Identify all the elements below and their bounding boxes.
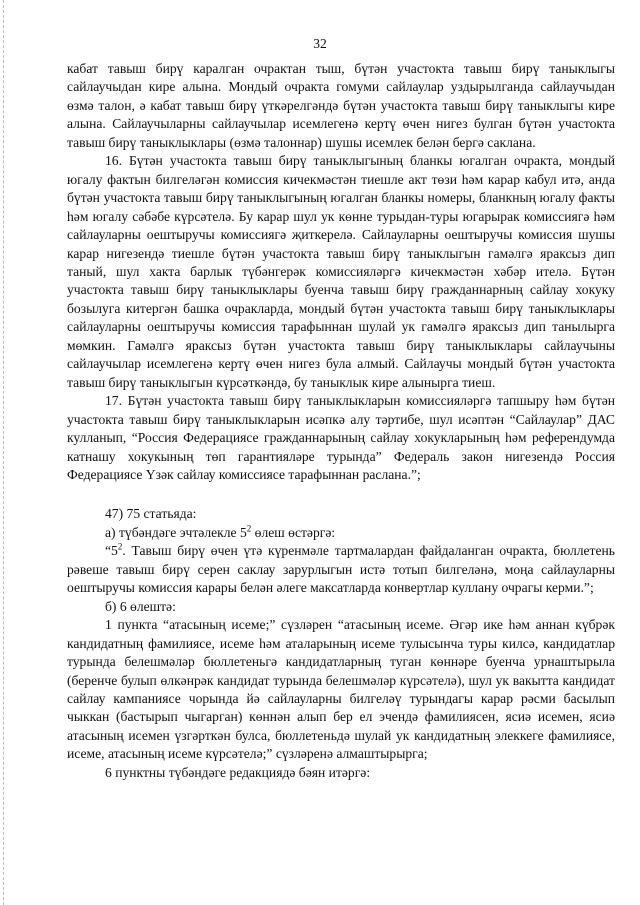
quoted-part-5-2 <box>67 542 615 597</box>
article-heading: 47) 75 статьяда: <box>105 506 197 522</box>
quote-prefix: “5 <box>105 543 118 559</box>
item-a-suffix: өлеш өстәргә: <box>251 524 336 540</box>
paragraph-16: 16. Бүтән участокта тавыш бирү таныклыгының бланкы югалган очракта, мондый югалу фактын билгеләгән комиссия кичекмәстән тиешле акт төзи һәм карар кабул итә, анда бүтән участокта тавыш бирү таныклыгының югалган бланкы номеры, бланкның югалу факты һәм югалу сәбәбе күрсәтелә. Бу карар шул ук көнне турыдан-туры югарырак комиссиягә һәм сайлауларны оештыручы комиссиягә җиткерелә. Сайлауларны оештыручы комиссия шушы карар нигезендә тиешле бүтән участокта тавыш бирү таныклыгын гамәлгә яраксыз дип таный, шул хакта барлык түбәнгерәк комиссияләргә кичекмәстән хәбәр ителә. Бүтән участокта тавыш бирү таныклыклары буенча тавыш бирү гражданнарның сайлау хокуку бозылуга китергән башка очракларда, мондый бүтән участокта тавыш бирү таныклыклары сайлауларны оештыручы комиссия тарафыннан шулай ук гамәлгә яраксыз дип танылырга мөмкин. Гамәлгә яраксыз бүтән участокта тавыш бирү таныклыклары сайлаучыны сайлаучылар исемлегенә кертү өчен нигез була алмый. Сайлаучы мондый бүтән участокта тавыш бирү таныклыгын күрсәткәндә, бу таныклык кире алынырга тиеш. <box>67 153 615 390</box>
item-a-superscript: 2 <box>246 523 252 534</box>
page-number: 32 <box>313 36 327 51</box>
document-body <box>67 60 615 782</box>
item-a-prefix: а) түбәндәге эчтәлекле 5 <box>105 524 247 540</box>
paragraph-point-1: 1 пункта “атасының исеме;” сүзләрен “атасының исеме. Әгәр ике һәм аннан күбрәк кандидатның фамилиясе, исеме һәм аталарының исеме тулысынча туры килсә, кандидатлар турында белешмәләр бюллетеньгә кандидатларның туган көннәре буенча урнаштырыла (беренче булып өлкәнрәк кандидат турында белешмәләр күрсәтелә), шул ук вакытта кандидат сайлау кампаниясе чорында йә сайлауларны билгеләү турындагы карар рәсми басылып чыккан (бастырып чыгарган) көннән алып бер ел эчендә фамилиясен, ясиә исемен, ясиә атасының исемен үзгәрткән булса, бюллетеньдә шулай ук кандидатның элеккеге фамилиясе, исеме, атасының исеме күрсәтелә;” сүзләренә алмаштырырга; <box>67 617 615 762</box>
quote-text: . Тавыш бирү өчен үтә күренмәле тартмалардан файдаланган очракта, бюллетень рәвеше тавыш бирү серен саклау зарурлыгын истә тотып билгеләнә, моңа сайлауларны оештыручы комиссия карары белән әлеге максатларда конвертлар куллану очрагы керми.”; <box>67 543 615 596</box>
paragraph-continuation: кабат тавыш бирү каралган очрактан тыш, бүтән участокта тавыш бирү таныклыгы сайлаучыдан кире алына. Мондый очракта гомуми сайлаулар уздырылганда сайлаучыдан өзмә талон, ә кабат тавыш бирү үткәрелгәндә бүтән участокта тавыш бирү таныклыгы кире алына. Сайлаучыларны сайлаучылар исемлегенә кертү өчен нигез булган бүтән участокта тавыш бирү таныклыклары (өзмә талоннар) шушы исемлек белән бергә саклана. <box>67 61 615 150</box>
page-edge-line <box>3 0 5 905</box>
item-b: б) 6 өлештә: <box>105 598 176 614</box>
quote-superscript: 2 <box>117 541 123 552</box>
paragraph-point-6: 6 пунктны түбәндәге редакциядә бәян итәргә: <box>105 764 371 780</box>
item-a <box>67 524 615 542</box>
section-gap <box>67 484 615 505</box>
paragraph-17: 17. Бүтән участокта тавыш бирү таныклыкларын комиссияләргә тапшыру һәм бүтән участокта тавыш бирү таныклыкларын исәпкә алу тәртибе, шул исәптән “Сайлаулар” ДАС кулланып, “Россия Федерациясе гражданнарының сайлау хокукларының һәм референдумда катнашу хокукының төп гарантияләре турында” Федераль закон нигезендә Россия Федерациясе Үзәк сайлау комиссиясе тарафыннан раслана.”; <box>67 393 615 482</box>
